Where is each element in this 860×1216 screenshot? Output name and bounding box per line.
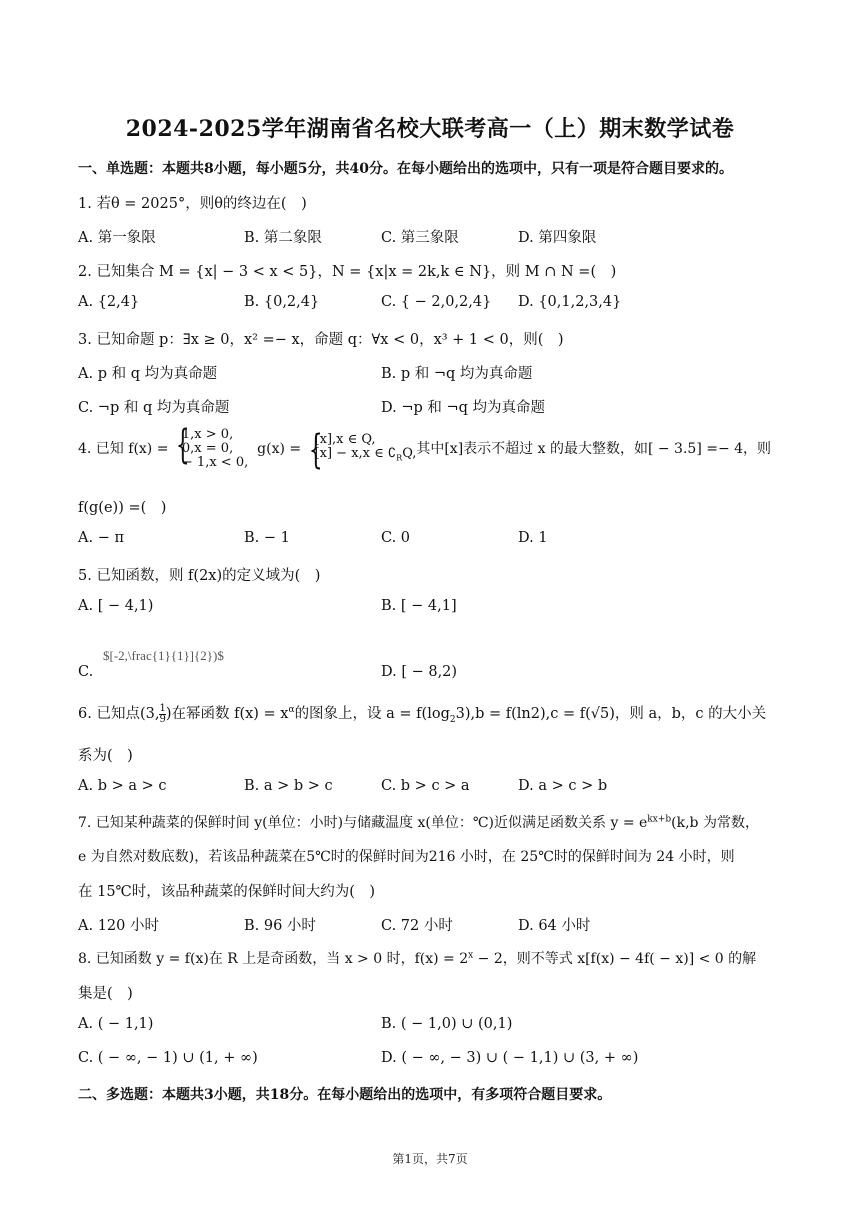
q8-option-b: B. ( − 1,0) ∪ (0,1): [381, 1016, 513, 1032]
q2-option-d: D. {0,1,2,3,4}: [518, 294, 622, 310]
q5-option-d: D. [ − 8,2): [381, 664, 458, 680]
q4-option-d: D. 1: [518, 530, 548, 546]
q4-suffix: 其中[x]表示不超过 x 的最大整数，如[ − 3.5] =− 4，则: [416, 441, 772, 457]
question-2-stem: 2. 已知集合 M = {x| − 3 < x < 5}，N = {x|x = 2k,k ∈ N}，则 M ∩ N =( ): [78, 264, 617, 280]
q6-fraction: $\frac{1}{9}$: [159, 702, 166, 725]
q2-option-c: C. { − 2,0,2,4}: [381, 294, 492, 310]
section-2-heading: 二、多选题：本题共3小题，共18分。在每小题给出的选项中，有多项符合题目要求。: [78, 1087, 612, 1103]
q7-option-b: B. 96 小时: [244, 918, 316, 934]
q5-option-c-broken-formula-image: $[-2,\frac{1}{1}]{2})$: [103, 648, 224, 663]
q4-g-case-1: { [x],x ∈ Q,: [314, 431, 376, 447]
q4-g-case-2: [x] − x,x ∈ $∁_RQ$,: [314, 445, 417, 463]
section-1-heading: 一、单选题：本题共8小题，每小题5分，共40分。在每小题给出的选项中，只有一项是符合题目要求的。: [78, 161, 733, 177]
q6-option-b: B. a > b > c: [244, 778, 333, 794]
q2-option-a: A. {2,4}: [78, 294, 140, 310]
question-8-line2: 集是( ): [78, 986, 133, 1002]
q7-option-c: C. 72 小时: [381, 918, 453, 934]
q8-option-d: D. ( − ∞, − 3) ∪ ( − 1,1) ∪ (3, + ∞): [381, 1050, 639, 1066]
q4-option-a: A. − π: [78, 530, 124, 546]
q8-option-a: A. ( − 1,1): [78, 1016, 154, 1032]
question-5-stem: 5. 已知函数，则 f(2x)的定义域为( ): [78, 568, 321, 584]
q7-option-d: D. 64 小时: [518, 918, 591, 934]
q7-option-a: A. 120 小时: [78, 918, 159, 934]
q3-option-c: C. ¬p 和 q 均为真命题: [78, 400, 230, 416]
q4-f-case-2: 0,x = 0,: [181, 441, 234, 456]
q4-f-piecewise: [173, 428, 248, 470]
exam-title: 2024-2025学年湖南省名校大联考高一（上）期末数学试卷: [125, 116, 735, 142]
q5-option-b: B. [ − 4,1]: [381, 598, 457, 614]
q6-option-c: C. b > c > a: [381, 778, 470, 794]
question-7-line3: 在 15℃时，该品种蔬菜的保鲜时间大约为( ): [78, 884, 376, 900]
q3-option-b: B. p 和 ¬q 均为真命题: [381, 366, 533, 382]
q1-option-b: B. 第二象限: [244, 230, 322, 246]
question-4-stem: [78, 428, 771, 470]
q4-option-b: B. − 1: [244, 530, 290, 546]
q1-option-a: A. 第一象限: [78, 230, 156, 246]
q4-g-piecewise: [306, 433, 417, 466]
q4-f-case-1: { 1,x > 0,: [181, 427, 234, 442]
q3-option-d: D. ¬p 和 ¬q 均为真命题: [381, 400, 546, 416]
q1-option-d: D. 第四象限: [518, 230, 597, 246]
q4-option-c: C. 0: [381, 530, 411, 546]
question-3-stem: 3. 已知命题 p：∃x ≥ 0，x² =− x，命题 q：∀x < 0，x³ + 1 < 0，则( ): [78, 332, 564, 348]
question-7-line1: 7. 已知某种蔬菜的保鲜时间 y(单位：小时)与储藏温度 x(单位：℃)近似满足函数关系 $y = e^{kx+b}(k,b$ 为常数，: [78, 814, 759, 831]
q4-prefix: 4. 已知 f(x) =: [78, 441, 169, 457]
q8-option-c: C. ( − ∞, − 1) ∪ (1, + ∞): [78, 1050, 258, 1066]
question-8-line1: 8. 已知函数 y = f(x)在 R 上是奇函数，当 x > 0 时，$f(x) = 2^x - 2$，则不等式 x[f(x) − 4f( − x)] < 0 的解: [78, 950, 757, 967]
q2-option-b: B. {0,2,4}: [244, 294, 320, 310]
question-4-line2: f(g(e)) =( ): [78, 500, 167, 516]
question-7-line2: e 为自然对数底数)，若该品种蔬菜在5℃时的保鲜时间为216 小时，在 25℃时的保鲜时间为 24 小时，则: [78, 849, 735, 865]
question-6-line2: 系为( ): [78, 748, 133, 764]
page-footer: 第1页，共7页: [392, 1152, 468, 1166]
q4-g-label: g(x) =: [257, 441, 302, 457]
q3-option-a: A. p 和 q 均为真命题: [78, 366, 218, 382]
question-1-stem: 1. 若θ = 2025°，则θ的终边在( ): [78, 196, 307, 212]
q1-option-c: C. 第三象限: [381, 230, 459, 246]
q5-option-a: A. [ − 4,1): [78, 598, 154, 614]
q6-option-d: D. a > c > b: [518, 778, 608, 794]
q6-option-a: A. b > a > c: [78, 778, 167, 794]
q5-option-c: C.: [78, 664, 94, 680]
q4-f-case-3: − 1,x < 0,: [181, 455, 249, 470]
question-6-stem: 6. 已知点(3, $\frac{1}{9}$ )在幂函数 $f(x) = x^\alpha$的图象上，设 $a = f(\log_23),b = f(\ln 2),c = f(√5)$，则 a，b，c 的大小关: [78, 702, 767, 725]
